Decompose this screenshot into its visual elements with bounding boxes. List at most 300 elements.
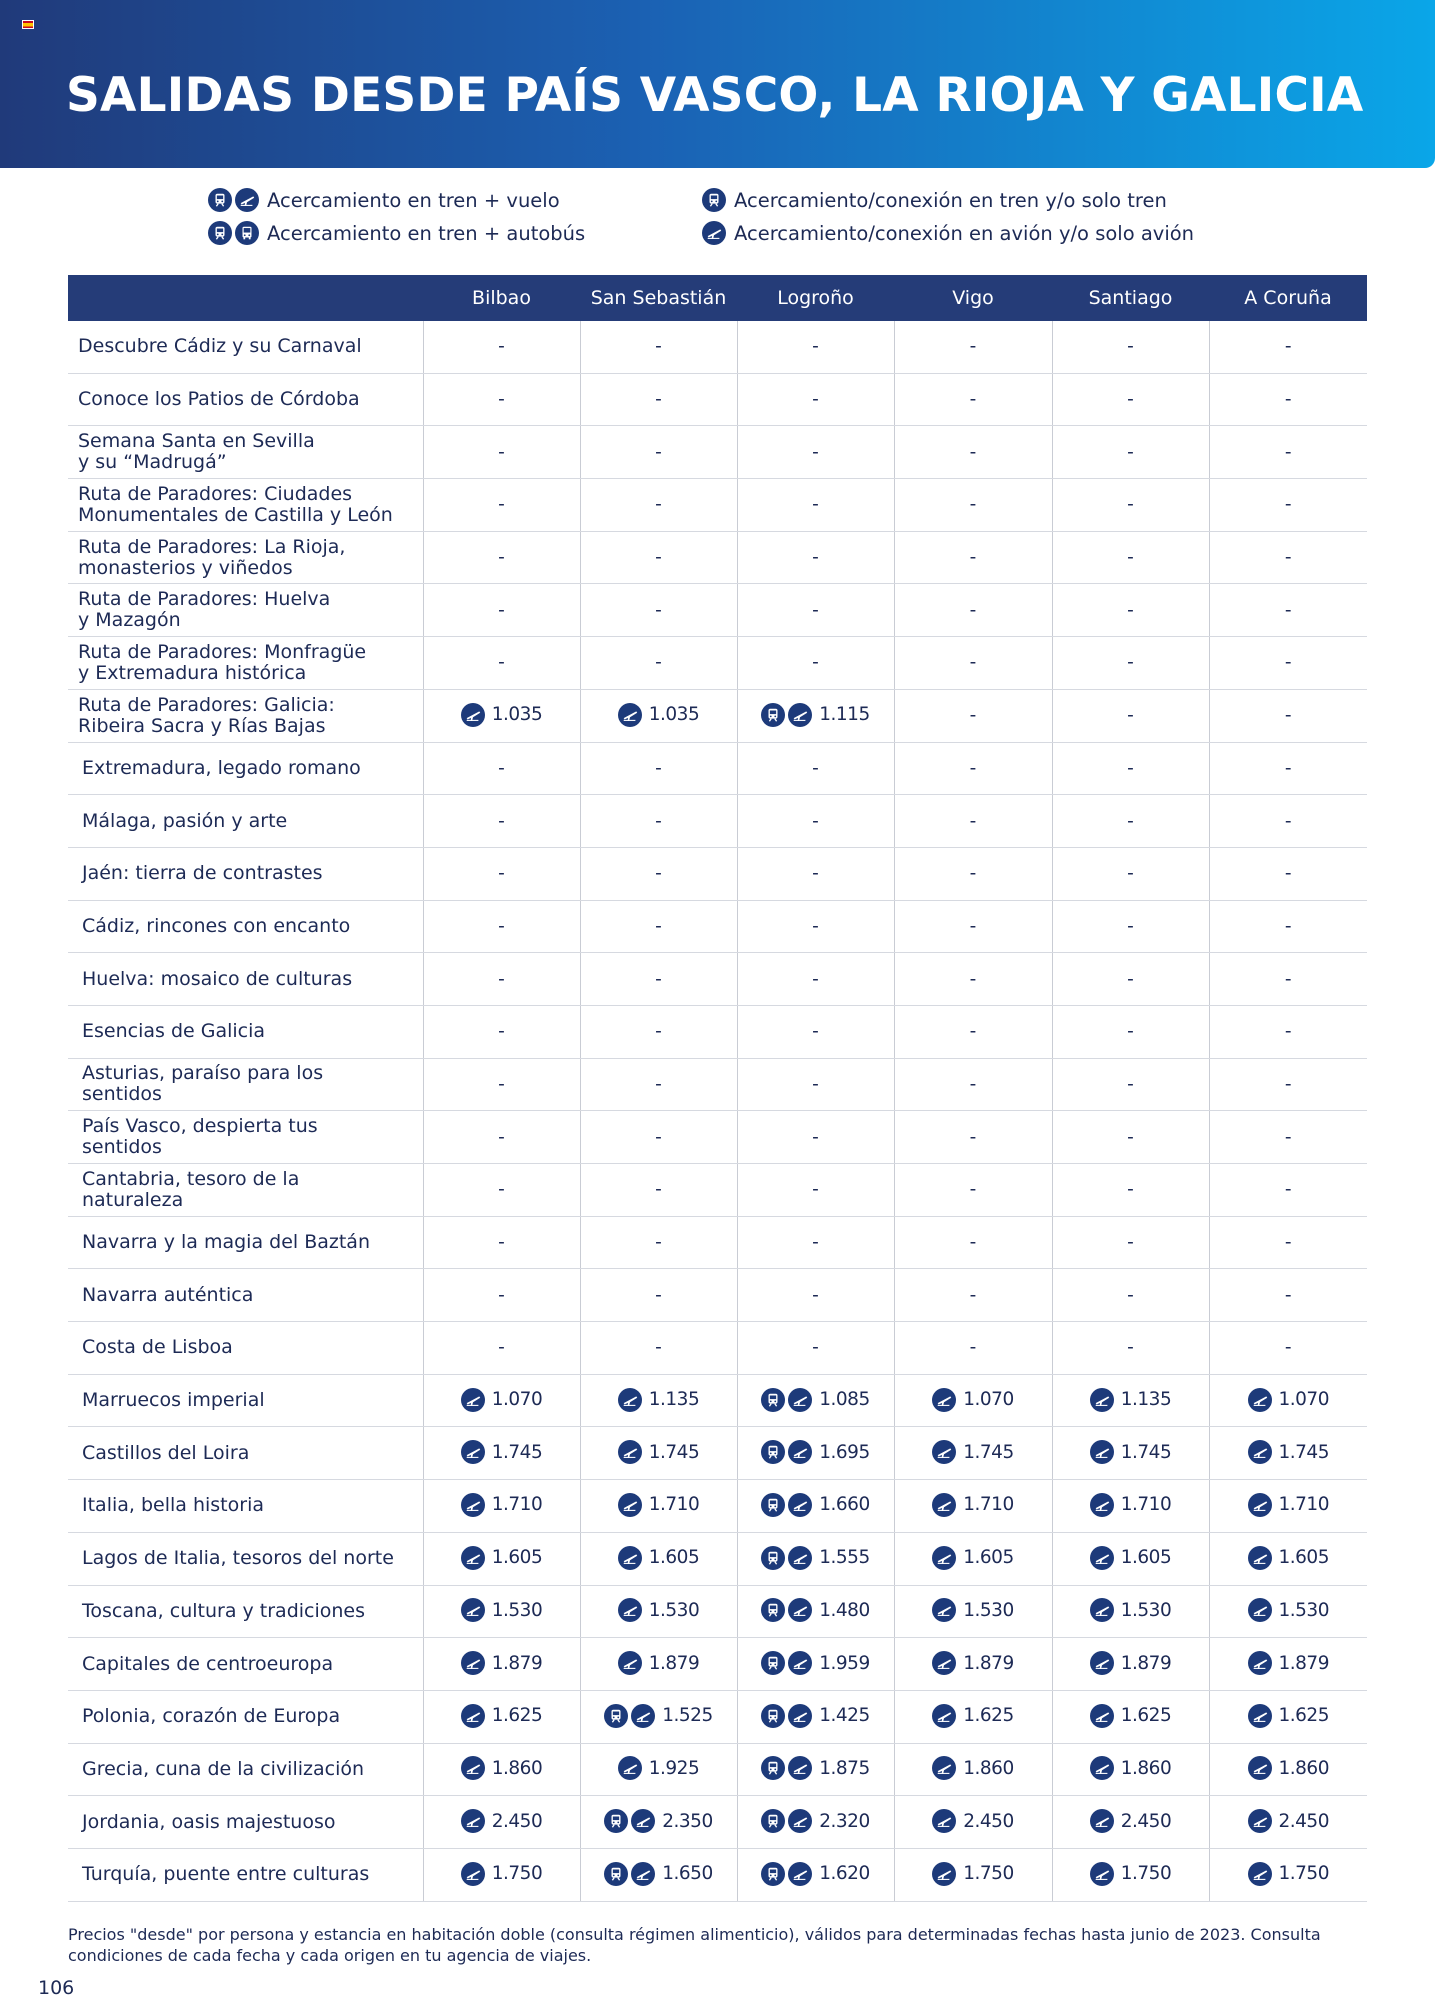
route-name xyxy=(68,1638,423,1691)
price-cell xyxy=(1052,1480,1209,1533)
empty-value: - xyxy=(1127,599,1134,621)
train-icon xyxy=(761,1651,785,1675)
empty-value: - xyxy=(969,389,977,411)
price-cell xyxy=(894,1427,1052,1480)
plane-icon xyxy=(461,703,485,727)
plane-icon xyxy=(788,1704,812,1728)
empty-value: - xyxy=(1284,968,1292,990)
price-value: 2.450 xyxy=(963,1810,1014,1832)
empty-value: - xyxy=(1127,1021,1134,1043)
price-value: 1.750 xyxy=(491,1863,543,1885)
route-name xyxy=(68,1585,423,1638)
price-value: 1.879 xyxy=(1120,1652,1172,1674)
price-value: 1.860 xyxy=(1278,1757,1329,1779)
empty-value: - xyxy=(1127,1232,1134,1254)
price-cell xyxy=(737,689,894,742)
empty-value: - xyxy=(1127,547,1134,569)
route-name-text: Ruta de Paradores: Galicia: Ribeira Sacra y Rías Bajas xyxy=(78,693,335,737)
empty-value: - xyxy=(812,441,819,463)
price-cell xyxy=(894,1690,1052,1743)
empty-value: - xyxy=(1284,915,1292,937)
price-cell xyxy=(737,1374,894,1427)
route-name xyxy=(68,1374,423,1427)
plane-icon xyxy=(618,1598,642,1622)
empty-value: - xyxy=(498,1073,505,1095)
table-row xyxy=(68,1322,1367,1375)
plane-icon xyxy=(932,1809,956,1833)
price-cell xyxy=(1052,1690,1209,1743)
plane-icon xyxy=(1090,1598,1114,1622)
price-cell xyxy=(1052,953,1209,1006)
route-name xyxy=(68,1216,423,1269)
price-cell xyxy=(1209,1269,1367,1322)
price-cell xyxy=(894,531,1052,584)
price-value: 1.860 xyxy=(491,1757,543,1779)
empty-value: - xyxy=(969,599,977,621)
price-cell xyxy=(580,795,737,848)
plane-icon xyxy=(932,1756,956,1780)
table-header-row xyxy=(68,275,1367,321)
price-cell xyxy=(737,1796,894,1849)
price-cell xyxy=(737,847,894,900)
empty-value: - xyxy=(969,336,977,358)
empty-value: - xyxy=(655,1126,662,1148)
price-cell xyxy=(1209,1322,1367,1375)
empty-value: - xyxy=(1284,1021,1292,1043)
price-cell xyxy=(737,1269,894,1322)
price-cell xyxy=(1209,1164,1367,1217)
price-cell xyxy=(1209,531,1367,584)
price-cell xyxy=(580,1374,737,1427)
price-cell xyxy=(1052,373,1209,426)
empty-value: - xyxy=(1284,1126,1292,1148)
empty-value: - xyxy=(498,863,505,885)
price-cell xyxy=(423,795,580,848)
plane-icon xyxy=(618,1546,642,1570)
train-icon xyxy=(702,188,726,212)
price-cell xyxy=(1209,1848,1367,1901)
price-cell xyxy=(1052,795,1209,848)
price-value: 1.605 xyxy=(963,1547,1014,1569)
price-value: 2.450 xyxy=(1278,1810,1329,1832)
price-cell xyxy=(1052,1427,1209,1480)
price-cell xyxy=(1052,1269,1209,1322)
empty-value: - xyxy=(1284,863,1292,885)
spain-flag-icon xyxy=(22,20,34,29)
table-row xyxy=(68,1374,1367,1427)
route-name-text: Ruta de Paradores: Monfragüe y Extremadura histórica xyxy=(78,640,367,684)
price-cell xyxy=(1209,900,1367,953)
price-cell xyxy=(1052,1638,1209,1691)
plane-icon xyxy=(461,1651,485,1675)
plane-icon xyxy=(788,1756,812,1780)
empty-value: - xyxy=(498,599,505,621)
price-value: 1.879 xyxy=(491,1652,543,1674)
empty-value: - xyxy=(969,494,977,516)
price-cell xyxy=(894,426,1052,479)
empty-value: - xyxy=(812,1232,819,1254)
plane-icon xyxy=(788,1862,812,1886)
price-cell xyxy=(423,1848,580,1901)
price-cell xyxy=(894,1743,1052,1796)
price-cell xyxy=(580,1585,737,1638)
price-cell xyxy=(423,1480,580,1533)
route-name-text: Málaga, pasión y arte xyxy=(82,809,288,832)
price-cell xyxy=(1052,321,1209,373)
empty-value: - xyxy=(969,1073,977,1095)
departures-table xyxy=(68,275,1367,1902)
table-row xyxy=(68,1164,1367,1217)
price-cell xyxy=(580,1427,737,1480)
price-cell xyxy=(580,531,737,584)
price-value: 1.530 xyxy=(1278,1599,1329,1621)
empty-value: - xyxy=(1284,1073,1292,1095)
empty-value: - xyxy=(498,1284,505,1306)
price-cell xyxy=(1209,1427,1367,1480)
price-cell xyxy=(580,373,737,426)
price-cell xyxy=(423,742,580,795)
header-banner xyxy=(0,0,1435,168)
plane-icon xyxy=(1248,1598,1272,1622)
price-cell xyxy=(1209,1216,1367,1269)
plane-icon xyxy=(618,1388,642,1412)
route-name-text: Cádiz, rincones con encanto xyxy=(82,914,351,937)
train-icon xyxy=(761,1704,785,1728)
plane-icon xyxy=(932,1493,956,1517)
price-value: 1.750 xyxy=(1278,1863,1329,1885)
empty-value: - xyxy=(498,336,505,358)
price-value: 1.530 xyxy=(648,1599,700,1621)
price-cell xyxy=(1052,742,1209,795)
price-cell xyxy=(423,1743,580,1796)
route-name xyxy=(68,373,423,426)
empty-value: - xyxy=(812,1284,819,1306)
plane-icon xyxy=(618,1440,642,1464)
price-cell xyxy=(894,1796,1052,1849)
price-cell xyxy=(423,847,580,900)
plane-icon xyxy=(1248,1388,1272,1412)
empty-value: - xyxy=(969,810,977,832)
train-icon xyxy=(761,1440,785,1464)
empty-value: - xyxy=(498,915,505,937)
table-row xyxy=(68,1427,1367,1480)
price-cell xyxy=(894,584,1052,637)
empty-value: - xyxy=(969,1337,977,1359)
price-cell xyxy=(1052,1585,1209,1638)
price-value: 1.750 xyxy=(963,1863,1014,1885)
price-cell xyxy=(737,1005,894,1058)
price-value: 1.745 xyxy=(1120,1441,1172,1463)
route-name-text: Esencias de Galicia xyxy=(82,1020,266,1043)
legend-item-tren-vuelo xyxy=(208,188,560,212)
route-name-text: Conoce los Patios de Córdoba xyxy=(78,388,360,411)
plane-icon xyxy=(1248,1862,1272,1886)
route-name-text: Jordania, oasis majestuoso xyxy=(82,1810,336,1833)
price-cell xyxy=(894,847,1052,900)
route-name xyxy=(68,1532,423,1585)
price-cell xyxy=(894,321,1052,373)
price-cell xyxy=(737,1216,894,1269)
price-value: 1.625 xyxy=(1278,1705,1329,1727)
route-name xyxy=(68,900,423,953)
price-cell xyxy=(737,1848,894,1901)
train-icon xyxy=(761,1756,785,1780)
plane-icon xyxy=(618,1651,642,1675)
price-cell xyxy=(1209,1374,1367,1427)
train-icon xyxy=(761,1809,785,1833)
plane-icon xyxy=(1090,1440,1114,1464)
page-title: SALIDAS DESDE PAÍS VASCO, LA RIOJA Y GALICIA xyxy=(66,68,1364,123)
price-cell xyxy=(894,953,1052,1006)
table-row xyxy=(68,795,1367,848)
price-cell xyxy=(423,1216,580,1269)
price-cell xyxy=(580,847,737,900)
price-cell xyxy=(423,1796,580,1849)
price-cell xyxy=(1052,1532,1209,1585)
price-cell xyxy=(580,1638,737,1691)
price-cell xyxy=(737,1638,894,1691)
price-cell xyxy=(1052,1216,1209,1269)
price-value: 1.555 xyxy=(819,1547,870,1569)
route-name-text: Italia, bella historia xyxy=(82,1494,264,1517)
table-row xyxy=(68,584,1367,637)
price-value: 1.875 xyxy=(819,1757,870,1779)
plane-icon xyxy=(932,1440,956,1464)
price-value: 1.070 xyxy=(1278,1389,1329,1411)
price-cell xyxy=(1209,426,1367,479)
price-value: 1.530 xyxy=(1120,1599,1172,1621)
price-cell xyxy=(423,426,580,479)
price-value: 1.135 xyxy=(1120,1389,1172,1411)
price-cell xyxy=(894,479,1052,532)
empty-value: - xyxy=(498,441,505,463)
empty-value: - xyxy=(498,494,505,516)
empty-value: - xyxy=(969,968,977,990)
table-row xyxy=(68,1111,1367,1164)
price-value: 1.135 xyxy=(648,1389,700,1411)
empty-value: - xyxy=(1284,1179,1292,1201)
route-name xyxy=(68,637,423,690)
price-cell xyxy=(1052,637,1209,690)
price-cell xyxy=(1209,1532,1367,1585)
route-name xyxy=(68,1743,423,1796)
price-cell xyxy=(737,1164,894,1217)
route-name-text: Grecia, cuna de la civilización xyxy=(82,1757,365,1780)
page-number: 106 xyxy=(38,1977,75,1999)
table-row xyxy=(68,637,1367,690)
price-cell xyxy=(1209,847,1367,900)
price-value: 1.879 xyxy=(963,1652,1014,1674)
price-cell xyxy=(1209,1480,1367,1533)
price-cell xyxy=(894,1638,1052,1691)
empty-value: - xyxy=(655,1284,662,1306)
legend xyxy=(208,188,1308,258)
price-value: 1.745 xyxy=(963,1441,1014,1463)
price-value: 1.625 xyxy=(1120,1705,1172,1727)
price-cell xyxy=(423,637,580,690)
empty-value: - xyxy=(1127,1337,1134,1359)
price-cell xyxy=(580,742,737,795)
route-name-text: Toscana, cultura y tradiciones xyxy=(82,1599,366,1622)
empty-value: - xyxy=(655,494,662,516)
train-icon xyxy=(604,1704,628,1728)
plane-icon xyxy=(1090,1388,1114,1412)
plane-icon xyxy=(1090,1651,1114,1675)
table-row xyxy=(68,1480,1367,1533)
price-cell xyxy=(1209,1796,1367,1849)
plane-icon xyxy=(461,1598,485,1622)
plane-icon xyxy=(618,1756,642,1780)
route-name xyxy=(68,531,423,584)
legend-label: Acercamiento en tren + autobús xyxy=(267,221,586,245)
empty-value: - xyxy=(1127,494,1134,516)
empty-value: - xyxy=(498,1021,505,1043)
empty-value: - xyxy=(969,1021,977,1043)
plane-icon xyxy=(1090,1546,1114,1570)
price-cell xyxy=(737,1743,894,1796)
price-value: 2.450 xyxy=(1120,1810,1172,1832)
plane-icon xyxy=(1090,1809,1114,1833)
plane-icon xyxy=(1090,1704,1114,1728)
empty-value: - xyxy=(655,599,662,621)
empty-value: - xyxy=(969,757,977,779)
price-cell xyxy=(580,1532,737,1585)
price-cell xyxy=(423,584,580,637)
price-cell xyxy=(737,637,894,690)
price-cell xyxy=(1052,1111,1209,1164)
plane-icon xyxy=(788,1546,812,1570)
route-name xyxy=(68,1796,423,1849)
price-cell xyxy=(580,1216,737,1269)
price-cell xyxy=(423,373,580,426)
plane-icon xyxy=(618,703,642,727)
price-cell xyxy=(894,373,1052,426)
column-header: Vigo xyxy=(894,275,1052,321)
empty-value: - xyxy=(1127,915,1134,937)
empty-value: - xyxy=(655,1179,662,1201)
table-row xyxy=(68,1743,1367,1796)
price-cell xyxy=(894,742,1052,795)
price-cell xyxy=(423,1690,580,1743)
price-cell xyxy=(1209,953,1367,1006)
price-value: 1.070 xyxy=(491,1389,543,1411)
legend-label: Acercamiento en tren + vuelo xyxy=(267,188,560,212)
price-cell xyxy=(894,1216,1052,1269)
empty-value: - xyxy=(1284,652,1292,674)
price-cell xyxy=(1052,584,1209,637)
price-cell xyxy=(737,1480,894,1533)
train-icon xyxy=(761,1546,785,1570)
price-cell xyxy=(423,1585,580,1638)
route-name-text: Castillos del Loira xyxy=(82,1441,250,1464)
price-cell xyxy=(1209,1638,1367,1691)
price-cell xyxy=(1209,1585,1367,1638)
route-name-text: Huelva: mosaico de culturas xyxy=(82,967,353,990)
empty-value: - xyxy=(812,1126,819,1148)
price-cell xyxy=(894,637,1052,690)
empty-value: - xyxy=(655,336,662,358)
price-cell xyxy=(737,479,894,532)
empty-value: - xyxy=(1127,652,1134,674)
route-name xyxy=(68,584,423,637)
price-cell xyxy=(1052,1374,1209,1427)
empty-value: - xyxy=(812,757,819,779)
price-cell xyxy=(580,321,737,373)
price-cell xyxy=(580,1796,737,1849)
route-name-text: Polonia, corazón de Europa xyxy=(82,1705,341,1728)
plane-icon xyxy=(1248,1440,1272,1464)
empty-value: - xyxy=(1284,757,1292,779)
price-cell xyxy=(737,742,894,795)
column-header: Santiago xyxy=(1052,275,1209,321)
plane-icon xyxy=(1248,1493,1272,1517)
route-name-text: Ruta de Paradores: Ciudades Monumentales de Castilla y León xyxy=(78,482,393,526)
table-row xyxy=(68,1532,1367,1585)
table-row xyxy=(68,1005,1367,1058)
plane-icon xyxy=(1090,1862,1114,1886)
empty-value: - xyxy=(969,1284,977,1306)
price-cell xyxy=(894,900,1052,953)
price-cell xyxy=(580,1269,737,1322)
plane-icon xyxy=(631,1862,655,1886)
empty-value: - xyxy=(969,863,977,885)
price-value: 1.860 xyxy=(963,1757,1014,1779)
train-icon xyxy=(761,1598,785,1622)
train-icon xyxy=(604,1809,628,1833)
price-cell xyxy=(423,900,580,953)
price-value: 1.085 xyxy=(819,1389,870,1411)
empty-value: - xyxy=(1127,1284,1134,1306)
price-cell xyxy=(1052,1743,1209,1796)
empty-value: - xyxy=(498,968,505,990)
route-name xyxy=(68,847,423,900)
plane-icon xyxy=(618,1493,642,1517)
route-name-text: Descubre Cádiz y su Carnaval xyxy=(78,335,362,358)
price-value: 1.710 xyxy=(1120,1494,1172,1516)
price-cell xyxy=(580,900,737,953)
price-cell xyxy=(423,953,580,1006)
price-cell xyxy=(1209,584,1367,637)
empty-value: - xyxy=(498,1337,505,1359)
route-name-text: Navarra y la magia del Baztán xyxy=(82,1231,370,1254)
empty-value: - xyxy=(969,441,977,463)
price-cell xyxy=(737,1690,894,1743)
price-cell xyxy=(1209,1690,1367,1743)
route-name xyxy=(68,795,423,848)
empty-value: - xyxy=(812,547,819,569)
empty-value: - xyxy=(969,547,977,569)
price-cell xyxy=(423,1058,580,1111)
empty-value: - xyxy=(812,494,819,516)
route-name-text: País Vasco, despierta tus sentidos xyxy=(82,1115,318,1159)
train-icon xyxy=(208,221,232,245)
plane-icon xyxy=(788,1440,812,1464)
empty-value: - xyxy=(498,547,505,569)
empty-value: - xyxy=(655,810,662,832)
route-name xyxy=(68,1480,423,1533)
empty-value: - xyxy=(1284,494,1292,516)
price-value: 1.035 xyxy=(491,704,543,726)
price-cell xyxy=(580,1058,737,1111)
empty-value: - xyxy=(1127,705,1134,727)
empty-value: - xyxy=(655,1232,662,1254)
plane-icon xyxy=(235,188,259,212)
empty-value: - xyxy=(969,915,977,937)
route-name xyxy=(68,689,423,742)
plane-icon xyxy=(1248,1704,1272,1728)
price-cell xyxy=(894,1374,1052,1427)
empty-value: - xyxy=(812,810,819,832)
